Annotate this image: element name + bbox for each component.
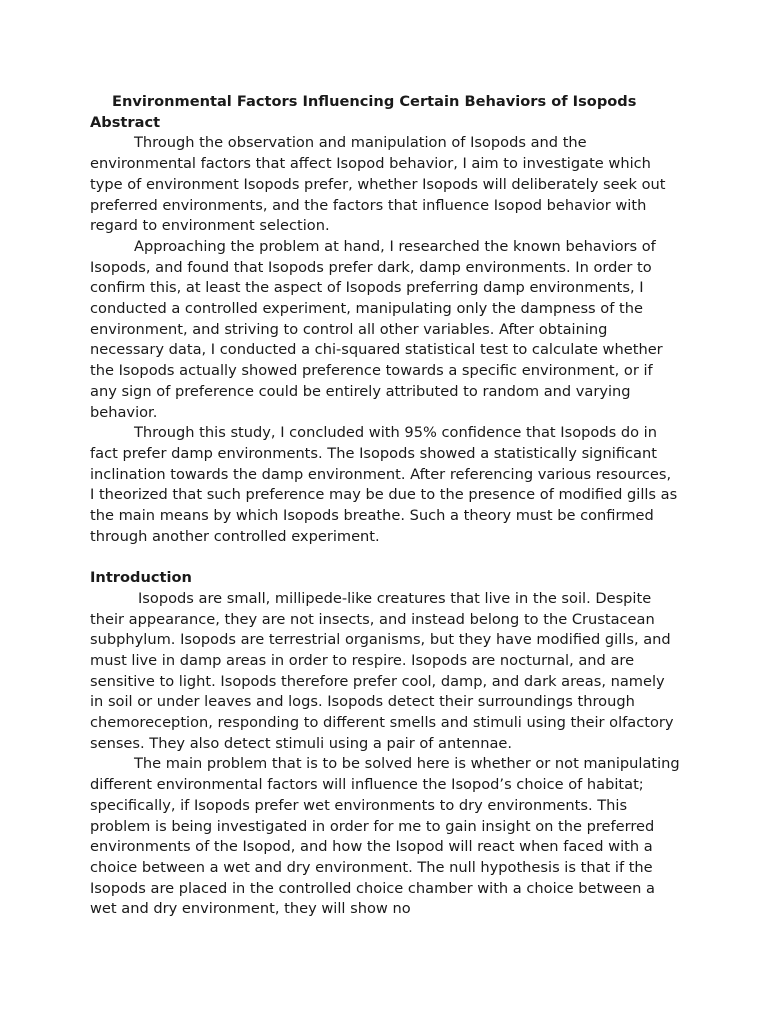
abstract-paragraph: Through the observation and manipulation of Isopods and the environmental factors that affect Isopod behavior, I aim to investigate which type of environment Isopods prefer, whether Isopods will deliberately seek out preferred environments, and the factors that influence Isopod behavior with regard to environment selection.: [90, 134, 666, 235]
document-page: [90, 92, 680, 920]
introduction-paragraph: The main problem that is to be solved here is whether or not manipulating different environmental factors will influence the Isopod’s choice of habitat; specifically, if Isopods prefer wet environments to dry environments. This problem is being investigated in order for me to gain insight on the preferred environments of the Isopod, and how the Isopod will react when faced with a choice between a wet and dry environment. The null hypothesis is that if the Isopods are placed in the controlled choice chamber with a choice between a wet and dry environment, they will show no: [90, 755, 680, 918]
introduction-section: [90, 568, 680, 920]
introduction-paragraph: Isopods are small, millipede-like creatures that live in the soil. Despite their appearance, they are not insects, and instead belong to the Crustacean subphylum. Isopods are terrestrial organisms, but they have modified gills, and must live in damp areas in order to respire. Isopods are nocturnal, and are sensitive to light. Isopods therefore prefer cool, damp, and dark areas, namely in soil or under leaves and logs. Isopods detect their surroundings through chemoreception, responding to different smells and stimuli using their olfactory senses. They also detect stimuli using a pair of antennae.: [90, 589, 674, 752]
document-title: Environmental Factors Influencing Certain Behaviors of Isopods: [112, 93, 637, 110]
introduction-heading: Introduction: [90, 569, 192, 587]
abstract-paragraph: Through this study, I concluded with 95% confidence that Isopods do in fact prefer damp environments. The Isopods showed a statistically significant inclination towards the damp environment. After referencing various resources, I theorized that such preference may be due to the presence of modified gills as the main means by which Isopods breathe. Such a theory must be confirmed through another controlled experiment.: [90, 424, 678, 545]
section-spacer: [90, 547, 680, 568]
abstract-paragraph: Approaching the problem at hand, I researched the known behaviors of Isopods, and found that Isopods prefer dark, damp environments. In order to confirm this, at least the aspect of Isopods preferring damp environments, I conducted a controlled experiment, manipulating only the dampness of the environment, and striving to control all other variables. After obtaining necessary data, I conducted a chi-squared statistical test to calculate whether the Isopods actually showed preference towards a specific environment, or if any sign of preference could be entirely attributed to random and varying behavior.: [90, 237, 663, 421]
abstract-section: [90, 113, 680, 548]
abstract-heading: Abstract: [90, 113, 161, 131]
